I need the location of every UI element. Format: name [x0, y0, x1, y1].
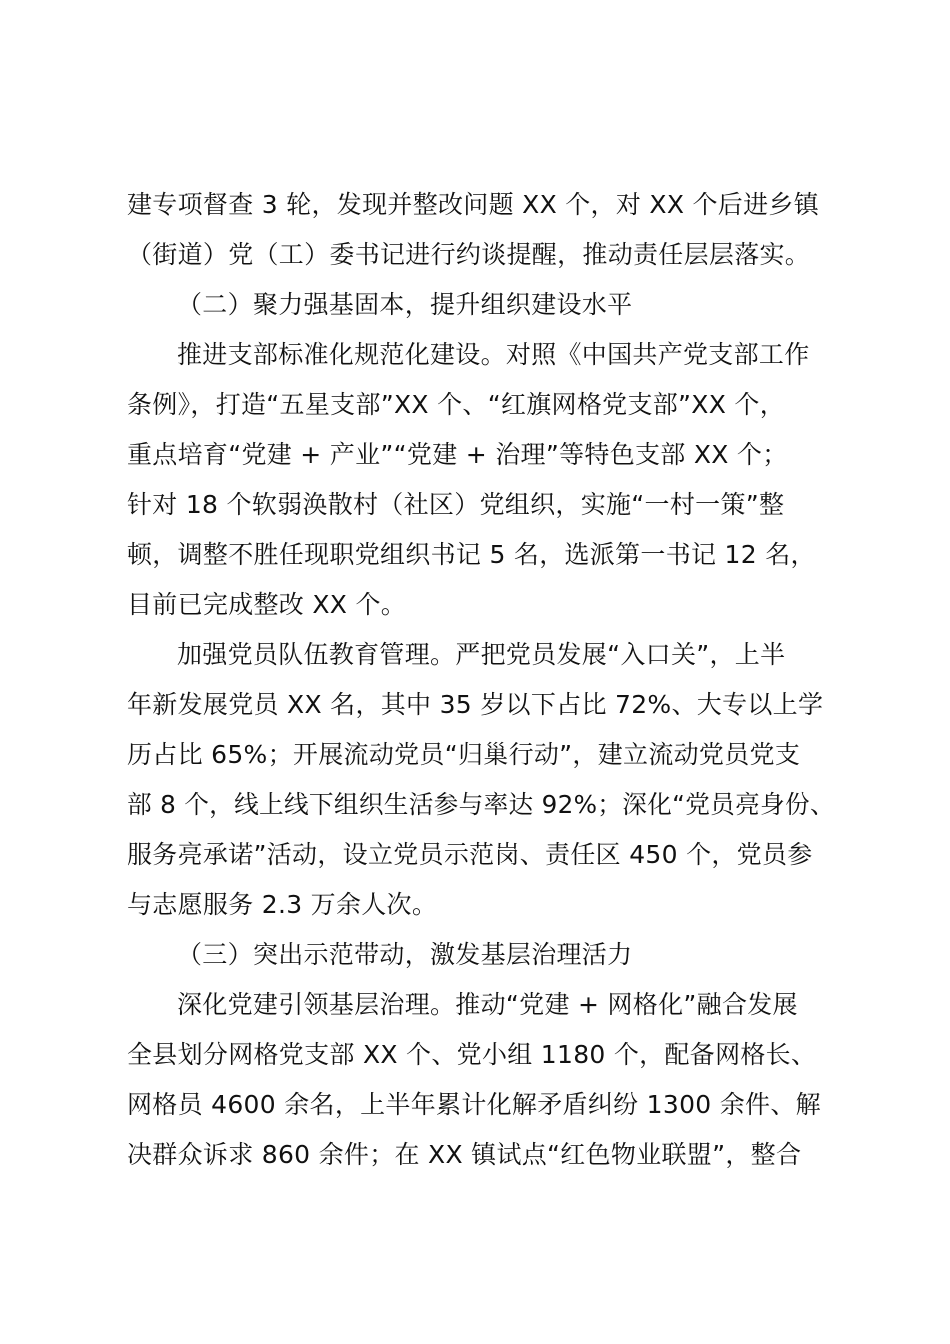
text-line-15: 与志愿服务 2.3 万余人次。 [127, 890, 438, 919]
text-line-12: 历占比 65%；开展流动党员“归巢行动”，建立流动党员党支 [127, 740, 801, 769]
paragraph-start-1: 推进支部标准化规范化建设。对照《中国共产党支部工作 [177, 340, 810, 369]
text-line-20: 决群众诉求 860 余件；在 XX 镇试点“红色物业联盟”，整合 [127, 1140, 802, 1169]
text-line-14: 服务亮承诺”活动，设立党员示范岗、责任区 450 个，党员参 [127, 840, 813, 869]
paragraph-start-3: 深化党建引领基层治理。推动“党建 + 网格化”融合发展 [177, 990, 798, 1019]
text-line-8: 顿，调整不胜任现职党组织书记 5 名，选派第一书记 12 名， [127, 540, 816, 569]
text-line-7: 针对 18 个软弱涣散村（社区）党组织，实施“一村一策”整 [127, 490, 785, 519]
paragraph-start-2: 加强党员队伍教育管理。严把党员发展“入口关”，上半 [177, 640, 786, 669]
section-heading-2: （二）聚力强基固本，提升组织建设水平 [177, 290, 633, 319]
text-line-13: 部 8 个，线上线下组织生活参与率达 92%；深化“党员亮身份、 [127, 790, 835, 819]
text-line-19: 网格员 4600 余名，上半年累计化解矛盾纠纷 1300 余件、解 [127, 1090, 821, 1119]
text-line-9: 目前已完成整改 XX 个。 [127, 590, 407, 619]
text-line-6: 重点培育“党建 + 产业”“党建 + 治理”等特色支部 XX 个； [127, 440, 788, 469]
section-heading-3: （三）突出示范带动，激发基层治理活力 [177, 940, 633, 969]
text-line-2: （街道）党（工）委书记进行约谈提醒，推动责任层层落实。 [127, 240, 811, 269]
text-line-11: 年新发展党员 XX 名，其中 35 岁以下占比 72%、大专以上学 [127, 690, 824, 719]
text-line-18: 全县划分网格党支部 XX 个、党小组 1180 个，配备网格长、 [127, 1040, 817, 1069]
text-line-1: 建专项督查 3 轮，发现并整改问题 XX 个，对 XX 个后进乡镇 [127, 190, 819, 219]
text-line-5: 条例》，打造“五星支部”XX 个、“红旗网格党支部”XX 个， [127, 390, 786, 419]
